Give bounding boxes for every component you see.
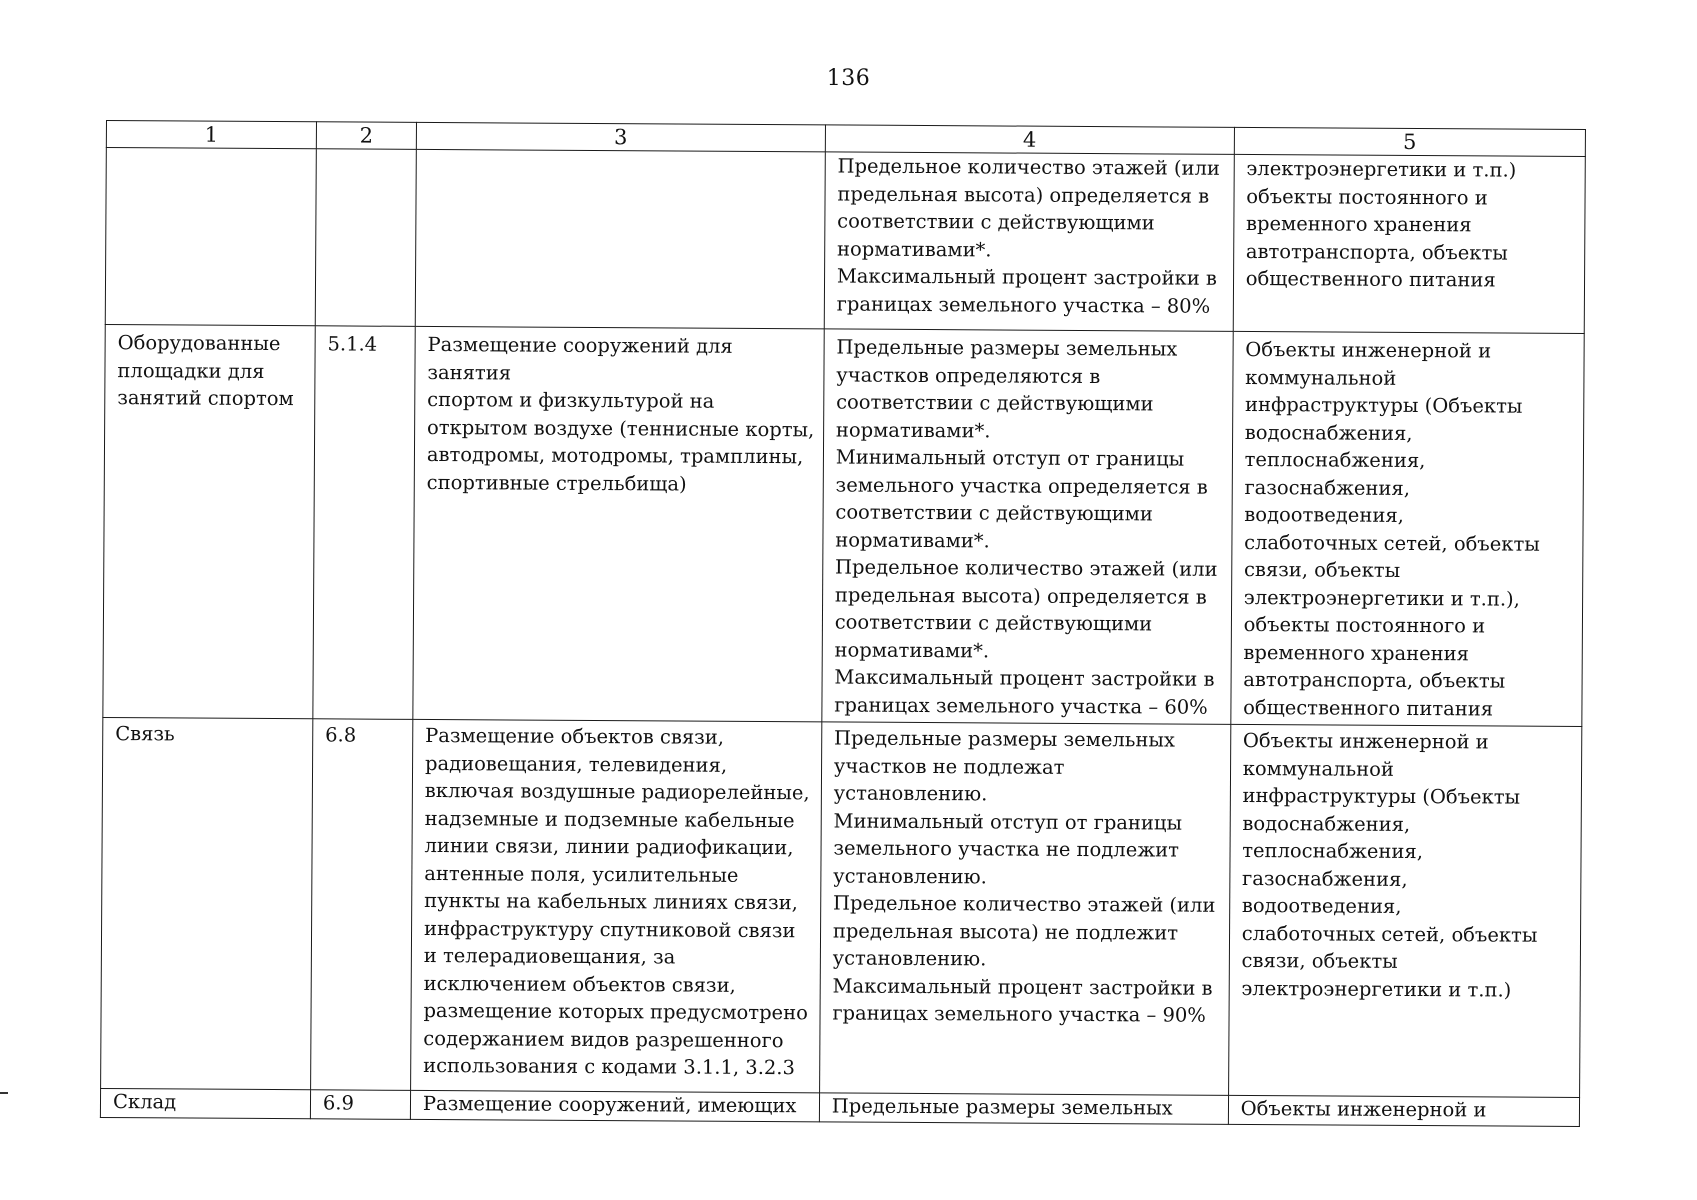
auxiliary-uses-cell: Объекты инженерной и xyxy=(1228,1095,1579,1126)
auxiliary-uses-cell: электроэнергетики и т.п.) объекты постоянного и временного хранения автотранспорта, объекты общественного питания xyxy=(1233,154,1585,333)
use-code-cell: 5.1.4 xyxy=(313,326,415,720)
auxiliary-uses-cell: Объекты инженерной и коммунальной инфраструктуры (Объекты водоснабжения, теплоснабжения, газоснабжения, водоотведения, слаботочных сетей, объекты связи, объекты электроэнергетики и т.п.), объекты постоянного и временного хранения автотранспорта, объекты общественного питания xyxy=(1231,331,1585,726)
use-name-cell: Склад xyxy=(100,1088,310,1118)
use-code-cell: 6.8 xyxy=(310,719,412,1091)
column-header-3: 3 xyxy=(416,122,825,151)
use-code-cell xyxy=(315,149,416,327)
parameters-cell: Предельные размеры земельных участков определяются в соответствии с действующими нормативами*. Минимальный отступ от границы земельного участка определяется в соответствии с действующими нормативами*. Предельное количество этажей (или предельная высота) определяется в соответствии с действующими нормативами*. Максимальный процент застройки в границах земельного участка – 60% xyxy=(822,329,1233,724)
auxiliary-uses-cell: Объекты инженерной и коммунальной инфраструктуры (Объекты водоснабжения, теплоснабжения, газоснабжения, водоотведения, слаботочных сетей, объекты связи, объекты электроэнергетики и т.п.) xyxy=(1228,724,1582,1097)
land-use-table xyxy=(100,120,1586,1127)
use-name-cell: Связь xyxy=(101,717,313,1089)
column-header-1: 1 xyxy=(106,121,316,149)
use-name-cell: Оборудованные площадки для занятий спортом xyxy=(103,324,315,718)
scan-margin-mark xyxy=(0,1092,8,1094)
use-description-cell xyxy=(415,149,825,328)
use-description-cell: Размещение сооружений, имеющих xyxy=(410,1090,819,1121)
use-description-cell: Размещение объектов связи, радиовещания, телевидения, включая воздушные радиорелейные, надземные и подземные кабельные линии связи, линии радиофикации, антенные поля, усилительные пункты на кабельных линиях связи, инфраструктуру спутниковой связи и телерадиовещания, за исключением объектов связи, размещение которых предусмотрено содержанием видов разрешенного использования с кодами 3.1.1, 3.2.3 xyxy=(410,719,821,1092)
column-header-4: 4 xyxy=(825,125,1234,154)
parameters-cell: Предельные размеры земельных участков не подлежат установлению. Минимальный отступ от границы земельного участка не подлежит установлению. Предельное количество этажей (или предельная высота) не подлежит установлению. Максимальный процент застройки в границах земельного участка – 90% xyxy=(819,722,1230,1095)
use-name-cell xyxy=(105,148,316,326)
column-header-2: 2 xyxy=(316,122,416,150)
parameters-cell: Предельные размеры земельных xyxy=(819,1093,1228,1124)
column-header-5: 5 xyxy=(1234,127,1585,156)
table-row-communications xyxy=(101,717,1582,1097)
page-number: 136 xyxy=(826,66,871,91)
use-description-cell: Размещение сооружений для занятия спортом и физкультурой на открытом воздухе (теннисные корты, автодромы, мотодромы, трамплины, спортивные стрельбища) xyxy=(413,326,824,721)
parameters-cell: Предельное количество этажей (или предельная высота) определяется в соответствии с действующими нормативами*. Максимальный процент застройки в границах земельного участка – 80% xyxy=(824,152,1234,331)
table-row-sport-grounds xyxy=(103,324,1584,726)
table-row-continued xyxy=(105,148,1585,334)
use-code-cell: 6.9 xyxy=(310,1090,410,1120)
